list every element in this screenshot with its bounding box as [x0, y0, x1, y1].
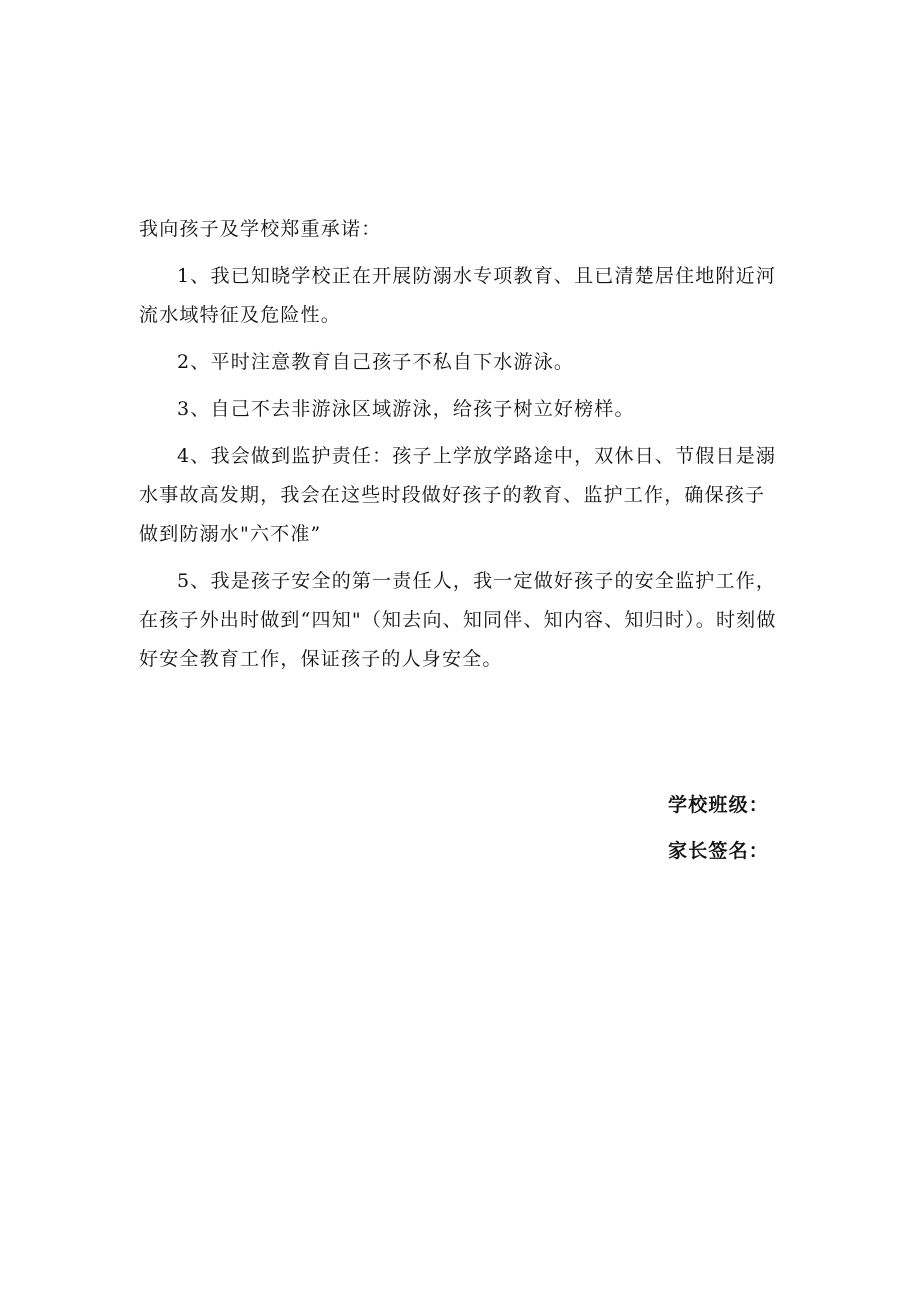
document-body	[139, 210, 784, 687]
school-class-label: 学校班级：	[668, 794, 770, 816]
commitment-item-4: 4、我会做到监护责任：孩子上学放学路途中，双休日、节假日是溺水事故高发期，我会在这些时段做好孩子的教育、监护工作，确保孩子做到防溺水"六不准”	[139, 445, 777, 545]
parent-signature-label: 家长签名：	[668, 840, 770, 862]
signature-block	[668, 793, 818, 863]
commitment-item-1: 1、我已知晓学校正在开展防溺水专项教育、且已清楚居住地附近河流水域特征及危险性。	[139, 265, 777, 326]
intro-paragraph: 我向孩子及学校郑重承诺：	[139, 218, 382, 240]
commitment-item-5: 5、我是孩子安全的第一责任人，我一定做好孩子的安全监护工作，在孩子外出时做到“四知"（知去向、知同伴、知内容、知归时）。时刻做好安全教育工作，保证孩子的人身安全。	[139, 570, 777, 670]
commitment-item-3: 3、自己不去非游泳区域游泳，给孩子树立好榜样。	[177, 398, 635, 420]
commitment-item-2: 2、平时注意教育自己孩子不私自下水游泳。	[177, 351, 575, 373]
